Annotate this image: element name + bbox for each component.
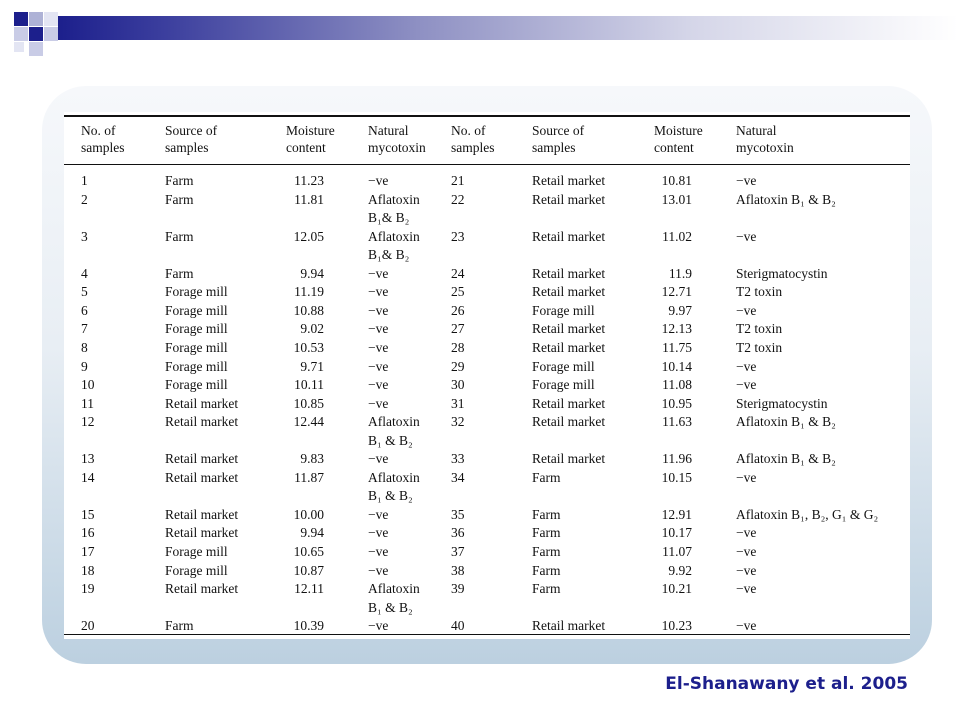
cell-sample-no: 30: [451, 377, 465, 393]
table-header-rule: [64, 164, 910, 165]
cell-source: Retail market: [532, 339, 606, 355]
cell-moisture: 11.63: [662, 414, 692, 430]
cell-mycotoxin: −ve: [736, 377, 757, 393]
mycotoxin-table: [64, 112, 910, 639]
cell-source: Retail market: [532, 173, 606, 188]
cell-mycotoxin: −ve: [368, 395, 389, 411]
cell-source: Farm: [532, 469, 561, 485]
cell-sample-no: 36: [451, 525, 465, 541]
cell-sample-no: 35: [451, 506, 465, 522]
table-row: [64, 191, 910, 210]
cell-moisture: 11.02: [662, 228, 692, 244]
cell-moisture: 11.75: [662, 339, 692, 355]
cell-sample-no: 9: [81, 358, 88, 374]
cell-mycotoxin: −ve: [368, 339, 389, 355]
cell-mycotoxin: Aflatoxin: [368, 191, 420, 207]
cell-mycotoxin: Aflatoxin B₁ & B₂: [736, 414, 836, 430]
cell-mycotoxin: −ve: [368, 544, 389, 559]
cell-source: Forage mill: [165, 302, 228, 318]
table-row: [64, 506, 910, 525]
table-row: [64, 599, 910, 618]
cell-mycotoxin: −ve: [368, 506, 389, 522]
cell-sample-no: 16: [81, 525, 95, 541]
cell-sample-no: 1: [81, 173, 88, 188]
cell-sample-no: 39: [451, 581, 465, 597]
cell-source: Forage mill: [165, 339, 228, 355]
cell-sample-no: 32: [451, 414, 465, 430]
table-row: [64, 562, 910, 581]
table-row: [64, 228, 910, 247]
cell-moisture: 12.05: [293, 228, 324, 244]
cell-sample-no: 33: [451, 451, 465, 467]
cell-source: Retail market: [532, 321, 606, 337]
table-row: [64, 320, 910, 339]
table-row: [64, 543, 910, 562]
header-source-of-samples: Source of samples: [165, 123, 218, 155]
cell-mycotoxin: −ve: [368, 562, 389, 578]
cell-source: Retail market: [532, 451, 606, 467]
cell-moisture: 12.13: [661, 321, 692, 337]
cell-sample-no: 15: [81, 506, 95, 522]
cell-sample-no: 4: [81, 265, 88, 281]
cell-moisture: 10.65: [293, 544, 324, 559]
cell-moisture: 10.17: [661, 525, 692, 541]
cell-source: Farm: [532, 581, 561, 597]
cell-source: Farm: [165, 191, 194, 207]
cell-source: Forage mill: [532, 302, 595, 318]
cell-moisture: 10.53: [293, 339, 324, 355]
cell-mycotoxin: −ve: [368, 284, 389, 300]
cell-mycotoxin: −ve: [368, 358, 389, 374]
cell-mycotoxin: Aflatoxin B₁, B₂, G₁ & G₂: [736, 506, 879, 522]
cell-sample-no: 40: [451, 618, 465, 634]
cell-moisture: 9.02: [300, 321, 324, 337]
cell-moisture: 10.14: [661, 358, 692, 374]
cell-sample-no: 21: [451, 173, 465, 188]
cell-moisture: 12.44: [293, 414, 324, 430]
cell-mycotoxin: B₁& B₂: [368, 247, 410, 263]
header-no-of-samples: No. of samples: [81, 123, 125, 155]
cell-mycotoxin: −ve: [736, 173, 757, 188]
cell-source: Farm: [165, 265, 194, 281]
deco-square: [44, 12, 58, 26]
table-row: [64, 487, 910, 506]
cell-moisture: 10.81: [661, 173, 692, 188]
cell-moisture: 10.88: [293, 302, 324, 318]
table-row: [64, 172, 910, 191]
cell-sample-no: 6: [81, 302, 88, 318]
header-natural-mycotoxin-2: Natural mycotoxin: [736, 123, 794, 155]
cell-moisture: 9.83: [300, 451, 324, 467]
cell-sample-no: 23: [451, 228, 465, 244]
cell-sample-no: 3: [81, 228, 88, 244]
cell-mycotoxin: T2 toxin: [736, 284, 783, 300]
header-source-of-samples-2: Source of samples: [532, 123, 585, 155]
cell-source: Forage mill: [165, 284, 228, 300]
cell-sample-no: 17: [81, 544, 95, 559]
cell-sample-no: 12: [81, 414, 95, 430]
cell-mycotoxin: −ve: [736, 469, 757, 485]
cell-sample-no: 2: [81, 191, 88, 207]
cell-source: Forage mill: [532, 377, 595, 393]
cell-sample-no: 14: [81, 469, 95, 485]
deco-square: [29, 42, 43, 56]
cell-mycotoxin: T2 toxin: [736, 321, 783, 337]
cell-sample-no: 24: [451, 265, 465, 281]
cell-mycotoxin: Sterigmatocystin: [736, 265, 828, 281]
cell-source: Retail market: [532, 284, 606, 300]
cell-sample-no: 11: [81, 395, 94, 411]
cell-mycotoxin: −ve: [736, 228, 757, 244]
cell-mycotoxin: −ve: [736, 618, 757, 634]
cell-source: Forage mill: [165, 321, 228, 337]
header-moisture-content: Moisture content: [286, 123, 335, 155]
header-natural-mycotoxin: Natural mycotoxin: [368, 123, 426, 155]
cell-mycotoxin: B₁& B₂: [368, 210, 410, 226]
deco-square: [14, 42, 24, 52]
table-row: [64, 395, 910, 414]
cell-sample-no: 31: [451, 395, 465, 411]
deco-square: [44, 27, 58, 41]
cell-mycotoxin: Aflatoxin: [368, 581, 420, 597]
cell-source: Retail market: [165, 451, 239, 467]
cell-mycotoxin: T2 toxin: [736, 339, 783, 355]
cell-source: Forage mill: [165, 544, 228, 559]
cell-moisture: 10.39: [293, 618, 324, 634]
cell-sample-no: 10: [81, 377, 95, 393]
cell-source: Retail market: [165, 395, 239, 411]
deco-square: [14, 12, 28, 26]
table-row: [64, 469, 910, 488]
cell-source: Retail market: [165, 414, 239, 430]
cell-moisture: 10.87: [293, 562, 324, 578]
cell-source: Retail market: [165, 525, 239, 541]
cell-source: Retail market: [165, 469, 239, 485]
cell-moisture: 11.07: [662, 544, 692, 559]
table-row: [64, 580, 910, 599]
cell-source: Retail market: [532, 265, 606, 281]
cell-moisture: 11.96: [662, 451, 692, 467]
cell-moisture: 9.71: [300, 358, 324, 374]
cell-source: Retail market: [532, 414, 606, 430]
table-row: [64, 209, 910, 228]
cell-source: Farm: [532, 544, 561, 559]
cell-sample-no: 20: [81, 618, 95, 634]
cell-mycotoxin: −ve: [368, 302, 389, 318]
deco-square: [29, 12, 43, 26]
table-row: [64, 413, 910, 432]
cell-mycotoxin: −ve: [368, 525, 389, 541]
cell-source: Forage mill: [165, 377, 228, 393]
cell-sample-no: 22: [451, 191, 465, 207]
cell-sample-no: 38: [451, 562, 465, 578]
cell-moisture: 13.01: [661, 191, 692, 207]
cell-sample-no: 29: [451, 358, 465, 374]
cell-mycotoxin: B₁ & B₂: [368, 599, 413, 615]
cell-mycotoxin: Aflatoxin B₁ & B₂: [736, 451, 836, 467]
cell-moisture: 10.11: [294, 377, 324, 393]
cell-source: Farm: [532, 506, 561, 522]
table-row: [64, 265, 910, 284]
cell-sample-no: 19: [81, 581, 95, 597]
cell-source: Forage mill: [165, 562, 228, 578]
cell-sample-no: 13: [81, 451, 95, 467]
cell-source: Retail market: [532, 191, 606, 207]
cell-sample-no: 37: [451, 544, 465, 559]
cell-source: Farm: [165, 173, 194, 188]
cell-sample-no: 28: [451, 339, 465, 355]
cell-mycotoxin: −ve: [368, 265, 389, 281]
cell-source: Retail market: [532, 618, 606, 634]
cell-moisture: 9.92: [668, 562, 692, 578]
header-moisture-content-2: Moisture content: [654, 123, 703, 155]
table-row: [64, 376, 910, 395]
cell-moisture: 10.00: [293, 506, 324, 522]
cell-source: Retail market: [165, 581, 239, 597]
cell-mycotoxin: Aflatoxin: [368, 228, 420, 244]
cell-source: Retail market: [165, 506, 239, 522]
cell-mycotoxin: −ve: [736, 525, 757, 541]
table-row: [64, 524, 910, 543]
cell-mycotoxin: −ve: [736, 544, 757, 559]
cell-sample-no: 26: [451, 302, 465, 318]
cell-moisture: 10.21: [661, 581, 692, 597]
cell-moisture: 11.19: [294, 284, 324, 300]
cell-moisture: 12.11: [294, 581, 324, 597]
cell-moisture: 11.23: [294, 173, 324, 188]
citation: El-Shanawany et al. 2005: [665, 674, 908, 694]
cell-mycotoxin: Aflatoxin: [368, 414, 420, 430]
table-row: [64, 617, 910, 636]
cell-moisture: 9.94: [300, 525, 324, 541]
cell-moisture: 12.91: [661, 506, 692, 522]
cell-mycotoxin: −ve: [736, 358, 757, 374]
cell-mycotoxin: −ve: [736, 562, 757, 578]
table-row: [64, 283, 910, 302]
cell-sample-no: 27: [451, 321, 465, 337]
cell-mycotoxin: Sterigmatocystin: [736, 395, 828, 411]
table-top-rule: [64, 115, 910, 117]
table-row: [64, 358, 910, 377]
cell-moisture: 11.9: [668, 265, 692, 281]
table-row: [64, 339, 910, 358]
cell-moisture: 9.94: [300, 265, 324, 281]
cell-mycotoxin: −ve: [736, 581, 757, 597]
table-row: [64, 450, 910, 469]
cell-source: Forage mill: [532, 358, 595, 374]
cell-source: Retail market: [532, 395, 606, 411]
cell-source: Forage mill: [165, 358, 228, 374]
cell-mycotoxin: −ve: [368, 618, 389, 634]
table-row: [64, 432, 910, 451]
cell-source: Farm: [165, 228, 194, 244]
cell-mycotoxin: −ve: [736, 302, 757, 318]
cell-mycotoxin: −ve: [368, 377, 389, 393]
title-gradient-bar: [58, 16, 958, 40]
cell-sample-no: 5: [81, 284, 88, 300]
table-row: [64, 246, 910, 265]
cell-mycotoxin: B₁ & B₂: [368, 432, 413, 448]
cell-mycotoxin: B₁ & B₂: [368, 488, 413, 504]
cell-mycotoxin: −ve: [368, 451, 389, 467]
cell-moisture: 12.71: [661, 284, 692, 300]
cell-moisture: 10.95: [661, 395, 692, 411]
cell-source: Retail market: [532, 228, 606, 244]
cell-moisture: 11.08: [662, 377, 692, 393]
cell-mycotoxin: Aflatoxin B₁ & B₂: [736, 191, 836, 207]
deco-square: [14, 27, 28, 41]
cell-source: Farm: [165, 618, 194, 634]
cell-moisture: 9.97: [668, 302, 692, 318]
cell-mycotoxin: Aflatoxin: [368, 469, 420, 485]
table-row: [64, 302, 910, 321]
cell-moisture: 11.87: [294, 469, 324, 485]
cell-source: Farm: [532, 562, 561, 578]
cell-moisture: 10.15: [661, 469, 692, 485]
cell-moisture: 10.23: [661, 618, 692, 634]
cell-moisture: 11.81: [294, 191, 324, 207]
cell-source: Farm: [532, 525, 561, 541]
cell-sample-no: 34: [451, 469, 465, 485]
cell-mycotoxin: −ve: [368, 173, 389, 188]
header-no-of-samples-2: No. of samples: [451, 123, 495, 155]
cell-sample-no: 7: [81, 321, 88, 337]
cell-sample-no: 25: [451, 284, 465, 300]
cell-sample-no: 8: [81, 339, 88, 355]
deco-square: [29, 27, 43, 41]
cell-moisture: 10.85: [293, 395, 324, 411]
cell-sample-no: 18: [81, 562, 95, 578]
cell-mycotoxin: −ve: [368, 321, 389, 337]
